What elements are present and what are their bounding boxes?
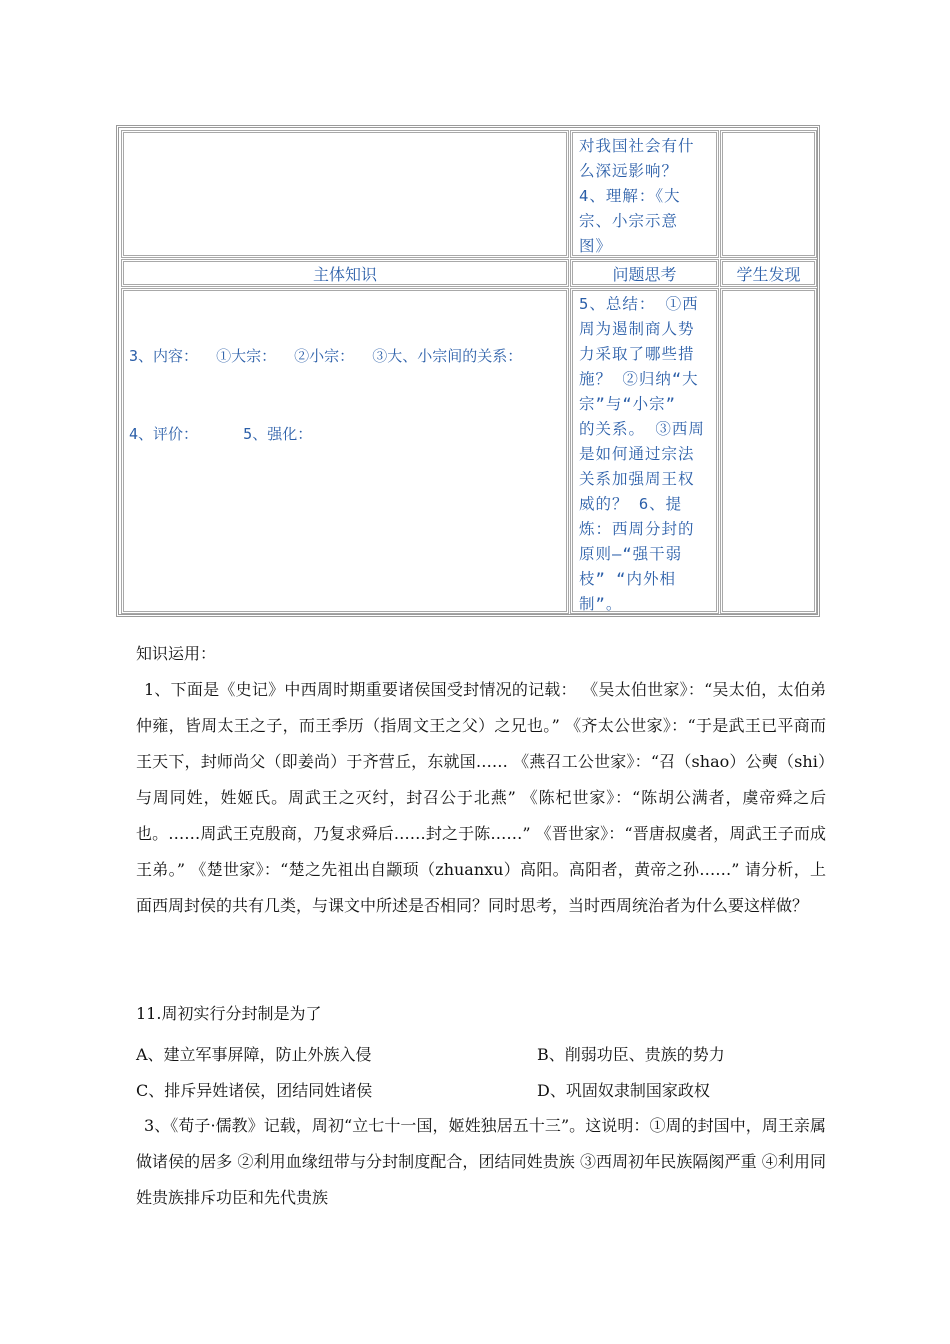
question-line: 5、总结： ①西 (579, 295, 699, 313)
question-3 (136, 1108, 826, 1216)
main-knowledge-cell (121, 288, 569, 614)
question-line: 炼：西周分封的 (579, 520, 695, 538)
question-line: 么深远影响？ (579, 162, 679, 180)
question-11-option-b: B、削弱功臣、贵族的势力 (537, 1045, 725, 1064)
top-main-cell (121, 130, 569, 258)
question-line: 周为遏制商人势 (579, 320, 695, 338)
top-question-cell (570, 130, 719, 258)
question-thinking-cell (570, 288, 719, 614)
header-question-thinking: 问题思考 (570, 259, 719, 287)
question-line: 威的？ 6、提 (579, 495, 683, 513)
question-11-option-c: C、排斥异姓诸侯，团结同姓诸侯 (136, 1081, 373, 1100)
question-11-stem: 11.周初实行分封制是为了 (136, 1004, 322, 1023)
header-main-knowledge: 主体知识 (121, 259, 569, 287)
question-11-option-d: D、巩固奴隶制国家政权 (537, 1081, 710, 1100)
question-line: 对我国社会有什 (579, 137, 695, 155)
question-3-text: 3、《荀子·儒教》记载，周初“立七十一国，姬姓独居五十三”。这说明：①周的封国中，周王亲属做诸侯的居多 ②利用血缘纽带与分封制度配合，团结同姓贵族 ③西周初年民族隔阂严重 ④利用同姓贵族排斥功臣和先代贵族 (136, 1116, 826, 1207)
question-line: 施？ ②归纳“大 (579, 370, 699, 388)
question-line: 是如何通过宗法 (579, 445, 695, 463)
question-1 (136, 672, 826, 924)
question-1-text: 1、下面是《史记》中西周时期重要诸侯国受封情况的记载： 《吴太伯世家》：“吴太伯，太伯弟仲雍，皆周太王之子，而王季历（指周文王之父）之兄也。” 《齐太公世家》：“于是武王已平商而王天下，封师尚父（即姜尚）于齐营丘，东就国…… 《燕召工公世家》：“召（shao）公奭（shi）与周同姓，姓姬氏。周武王之灭纣，封召公于北燕” 《陈杞世家》：“陈胡公满者，虞帝舜之后也。……周武王克殷商，乃复求舜后……封之于陈……” 《晋世家》：“晋唐叔虞者，周武王子而成王弟。” 《楚世家》：“楚之先祖出自颛顼（zhuanxu）高阳。高阳者，黄帝之孙……” 请分析，上面西周封侯的共有几类，与课文中所述是否相同？同时思考，当时西周统治者为什么要这样做？ (136, 680, 826, 915)
question-line: 力采取了哪些措 (579, 345, 695, 363)
question-line: 的关系。 ③西周 (579, 420, 705, 438)
question-line: 关系加强周王权 (579, 470, 695, 488)
question-line: 4、理解：《大 (579, 187, 681, 205)
question-line: 原则—“强干弱 (579, 545, 683, 563)
question-11-option-a: A、建立军事屏障，防止外族入侵 (136, 1045, 372, 1064)
question-line: 宗”与“小宗” (579, 395, 676, 413)
question-line: 制”。 (579, 595, 623, 613)
knowledge-line: 3、内容： ①大宗： ②小宗： ③大、小宗间的关系： (129, 347, 523, 365)
knowledge-line: 4、评价： 5、强化： (129, 425, 313, 443)
study-table (116, 125, 820, 617)
question-line: 宗、小宗示意 (579, 212, 679, 230)
section-title: 知识运用： (136, 644, 217, 663)
header-student-discovery: 学生发现 (720, 259, 817, 287)
question-line: 枝” “内外相 (579, 570, 676, 588)
student-discovery-cell (720, 288, 817, 614)
top-discovery-cell (720, 130, 817, 258)
question-line: 图》 (579, 237, 613, 255)
